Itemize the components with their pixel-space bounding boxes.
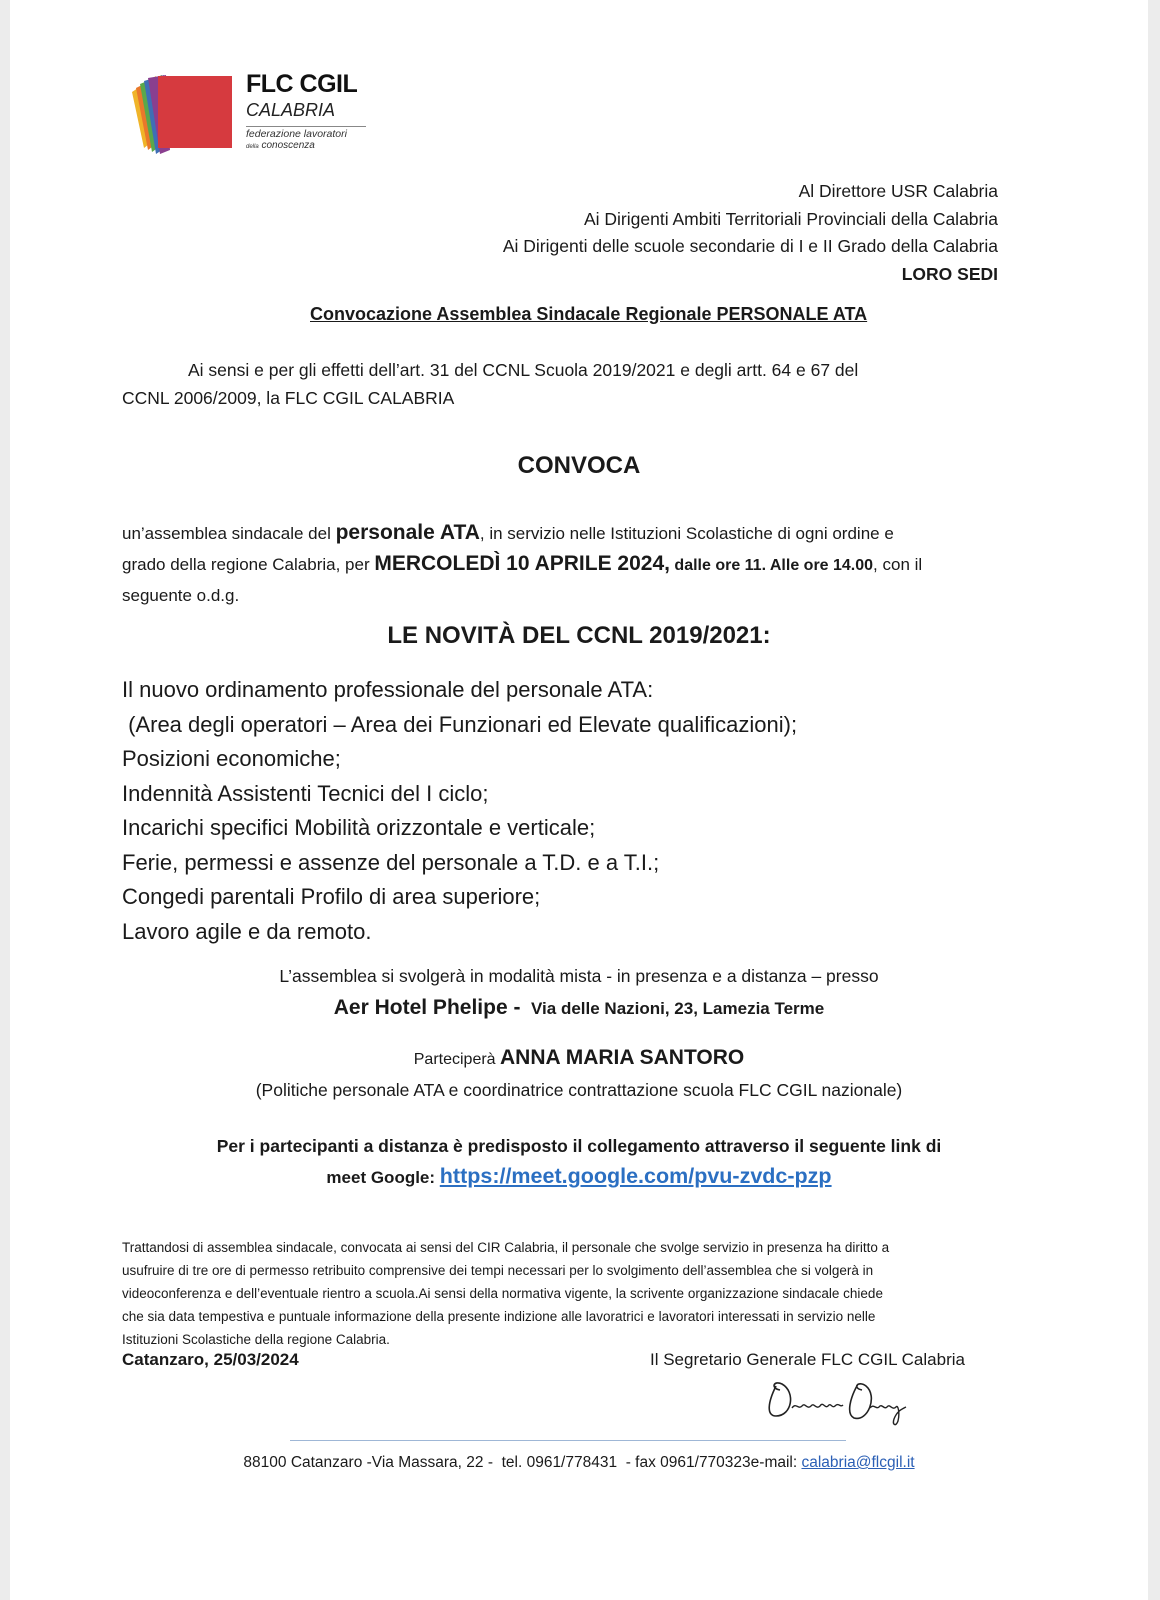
footer-divider xyxy=(290,1440,846,1441)
agenda-item: Lavoro agile e da remoto. xyxy=(122,918,372,944)
speaker-line: Parteciperà ANNA MARIA SANTORO xyxy=(413,1046,745,1069)
place-date: Catanzaro, 25/03/2024 xyxy=(122,1350,299,1369)
fine-print-line: usufruire di tre ore di permesso retribuito comprensive dei tempi necessari per lo svolgimento dell’assemblea che si volgerà in xyxy=(122,1263,874,1278)
agenda-item: Ferie, permessi e assenze del personale a T.D. e a T.I.; xyxy=(122,849,660,875)
agenda-title: LE NOVITÀ DEL CCNL 2019/2021: xyxy=(387,622,771,649)
footer-email-link[interactable]: calabria@flcgil.it xyxy=(801,1454,915,1471)
fine-print-line: Istituzioni Scolastiche della regione Calabria. xyxy=(122,1332,390,1347)
remote-info: Per i partecipanti a distanza è predisposto il collegamento attraverso il seguente link di xyxy=(216,1136,942,1156)
brand-name: FLC CGIL xyxy=(246,70,358,98)
brand-region: CALABRIA xyxy=(246,100,336,120)
brand-tagline-1: federazione lavoratori xyxy=(246,128,347,140)
speaker-role: (Politiche personale ATA e coordinatrice contrattazione scuola FLC CGIL nazionale) xyxy=(255,1080,903,1100)
venue-location: Aer Hotel Phelipe - Via delle Nazioni, 23, Lamezia Terme xyxy=(333,996,825,1019)
agenda-item: Indennità Assistenti Tecnici del I ciclo; xyxy=(122,780,489,806)
fine-print-line: che sia data tempestiva e puntuale informazione della presente indizione alle lavoratrici e lavoratori interessati in servizio nelle xyxy=(122,1309,876,1324)
recipients-block xyxy=(503,178,998,288)
recipient-line: Ai Dirigenti delle scuole secondarie di I e II Grado della Calabria xyxy=(502,236,998,256)
recipients-closing: LORO SEDI xyxy=(901,263,998,284)
recipient-line: Al Direttore USR Calabria xyxy=(798,181,998,201)
fine-print-line: videoconferenza e dell’eventuale rientro a scuola.Ai sensi della normativa vigente, la scrivente organizzazione sindacale chiede xyxy=(122,1286,883,1301)
agenda-item: (Area degli operatori – Area dei Funzionari ed Elevate qualificazioni); xyxy=(122,711,798,737)
signatory-title: Il Segretario Generale FLC CGIL Calabria xyxy=(650,1350,965,1369)
flc-cgil-logo-icon xyxy=(122,74,242,154)
footer-contacts: 88100 Catanzaro -Via Massara, 22 - tel. 0961/778431 - fax 0961/770323e-mail: calabria@flcgil.it xyxy=(243,1454,915,1471)
fine-print xyxy=(122,1236,1002,1351)
body-line-3: seguente o.d.g. xyxy=(122,586,240,605)
venue-mode: L’assemblea si svolgerà in modalità mista - in presenza e a distanza – presso xyxy=(279,966,879,986)
meet-link[interactable]: https://meet.google.com/pvu-zvdc-pzp xyxy=(439,1164,832,1188)
convoca-heading: CONVOCA xyxy=(517,452,641,479)
subject-line: Convocazione Assemblea Sindacale Regionale PERSONALE ATA xyxy=(310,304,868,324)
handwritten-signature-icon xyxy=(762,1372,932,1432)
convocation-body xyxy=(122,518,1022,611)
brand-tagline-2: della conoscenza xyxy=(246,140,315,151)
agenda-list xyxy=(122,673,797,949)
body-line-1: un’assemblea sindacale del personale ATA, in servizio nelle Istituzioni Scolastiche di ogni ordine e xyxy=(122,521,894,544)
document-page xyxy=(10,0,1148,1600)
intro-line-2: CCNL 2006/2009, la FLC CGIL CALABRIA xyxy=(122,388,455,408)
agenda-item: Il nuovo ordinamento professionale del personale ATA: xyxy=(122,677,654,702)
intro-paragraph xyxy=(122,356,1002,412)
intro-line-1: Ai sensi e per gli effetti dell’art. 31 del CCNL Scuola 2019/2021 e degli artt. 64 e 67 del xyxy=(188,360,859,380)
brand-divider xyxy=(246,126,366,127)
body-line-2: grado della regione Calabria, per MERCOLEDÌ 10 APRILE 2024, dalle ore 11. Alle ore 14.00, con il xyxy=(122,552,923,575)
agenda-item: Incarichi specifici Mobilità orizzontale e verticale; xyxy=(122,815,596,840)
recipient-line: Ai Dirigenti Ambiti Territoriali Provinciali della Calabria xyxy=(583,208,998,229)
agenda-item: Posizioni economiche; xyxy=(122,746,341,771)
agenda-item: Congedi parentali Profilo di area superiore; xyxy=(122,884,541,909)
fine-print-line: Trattandosi di assemblea sindacale, convocata ai sensi del CIR Calabria, il personale che svolge servizio in presenza ha diritto a xyxy=(122,1240,890,1255)
remote-link-line: meet Google: https://meet.google.com/pvu-zvdc-pzp xyxy=(326,1164,832,1188)
